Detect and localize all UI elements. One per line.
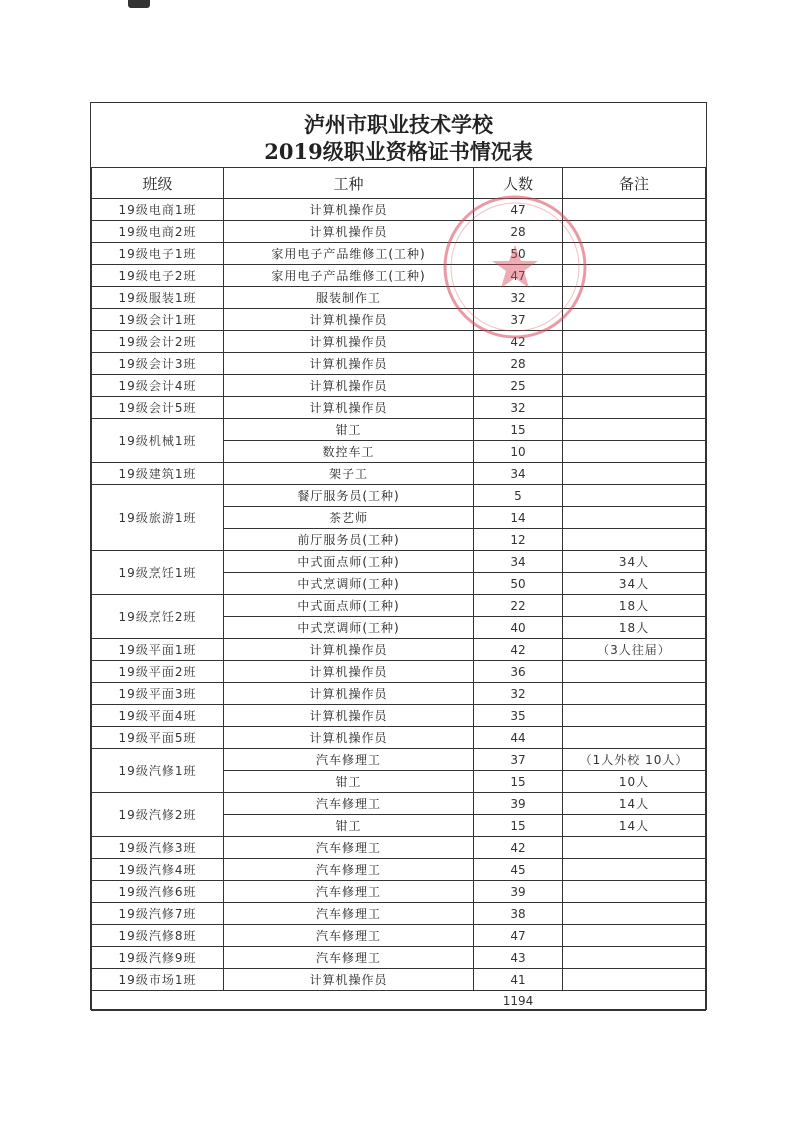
table-row	[92, 859, 706, 881]
note-cell	[563, 463, 706, 485]
table-row	[92, 551, 706, 573]
note-cell	[563, 375, 706, 397]
job-cell: 计算机操作员	[224, 375, 474, 397]
table-row	[92, 969, 706, 991]
job-cell: 服装制作工	[224, 287, 474, 309]
job-cell: 中式面点师(工种)	[224, 595, 474, 617]
class-cell: 19级烹饪1班	[92, 551, 224, 595]
job-cell: 计算机操作员	[224, 199, 474, 221]
table-row	[92, 749, 706, 771]
class-cell: 19级汽修3班	[92, 837, 224, 859]
count-cell: 44	[474, 727, 563, 749]
note-cell	[563, 507, 706, 529]
count-cell: 15	[474, 815, 563, 837]
job-cell: 餐厅服务员(工种)	[224, 485, 474, 507]
count-cell: 43	[474, 947, 563, 969]
table-body	[92, 199, 706, 1011]
job-cell: 计算机操作员	[224, 683, 474, 705]
count-cell: 39	[474, 881, 563, 903]
job-cell: 钳工	[224, 419, 474, 441]
table-row	[92, 727, 706, 749]
count-cell: 28	[474, 221, 563, 243]
count-cell: 34	[474, 463, 563, 485]
class-cell: 19级平面2班	[92, 661, 224, 683]
total-count: 1194	[474, 991, 563, 1011]
table-row	[92, 947, 706, 969]
count-cell: 45	[474, 859, 563, 881]
count-cell: 42	[474, 837, 563, 859]
note-cell	[563, 859, 706, 881]
count-cell: 42	[474, 331, 563, 353]
job-cell: 中式面点师(工种)	[224, 551, 474, 573]
column-header-class: 班级	[92, 168, 224, 199]
table-row	[92, 375, 706, 397]
class-cell: 19级会计1班	[92, 309, 224, 331]
table-row	[92, 639, 706, 661]
table-row	[92, 485, 706, 507]
job-cell: 计算机操作员	[224, 727, 474, 749]
class-cell: 19级电商1班	[92, 199, 224, 221]
class-cell: 19级机械1班	[92, 419, 224, 463]
job-cell: 计算机操作员	[224, 969, 474, 991]
job-cell: 数控车工	[224, 441, 474, 463]
count-cell: 47	[474, 925, 563, 947]
count-cell: 38	[474, 903, 563, 925]
class-cell: 19级烹饪2班	[92, 595, 224, 639]
class-cell: 19级会计3班	[92, 353, 224, 375]
total-spacer	[92, 991, 474, 1011]
class-cell: 19级服装1班	[92, 287, 224, 309]
title-school-name: 泸州市职业技术学校	[304, 112, 493, 137]
count-cell: 37	[474, 749, 563, 771]
note-cell	[563, 485, 706, 507]
table-row	[92, 463, 706, 485]
job-cell: 家用电子产品维修工(工种)	[224, 265, 474, 287]
job-cell: 计算机操作员	[224, 331, 474, 353]
job-cell: 计算机操作员	[224, 309, 474, 331]
note-cell	[563, 353, 706, 375]
count-cell: 50	[474, 573, 563, 595]
note-cell	[563, 419, 706, 441]
certificate-sheet	[90, 102, 707, 1010]
table-row	[92, 661, 706, 683]
count-cell: 32	[474, 683, 563, 705]
count-cell: 15	[474, 771, 563, 793]
note-cell: 18人	[563, 595, 706, 617]
table-row	[92, 287, 706, 309]
count-cell: 5	[474, 485, 563, 507]
class-cell: 19级平面5班	[92, 727, 224, 749]
job-cell: 钳工	[224, 771, 474, 793]
count-cell: 22	[474, 595, 563, 617]
column-header-job: 工种	[224, 168, 474, 199]
count-cell: 14	[474, 507, 563, 529]
note-cell	[563, 221, 706, 243]
class-cell: 19级平面1班	[92, 639, 224, 661]
note-cell	[563, 683, 706, 705]
job-cell: 计算机操作员	[224, 221, 474, 243]
class-cell: 19级电子2班	[92, 265, 224, 287]
table-row	[92, 243, 706, 265]
job-cell: 汽车修理工	[224, 749, 474, 771]
note-cell	[563, 947, 706, 969]
job-cell: 汽车修理工	[224, 837, 474, 859]
job-cell: 汽车修理工	[224, 925, 474, 947]
count-cell: 34	[474, 551, 563, 573]
count-cell: 15	[474, 419, 563, 441]
note-cell	[563, 969, 706, 991]
count-cell: 47	[474, 265, 563, 287]
count-cell: 32	[474, 287, 563, 309]
job-cell: 汽车修理工	[224, 903, 474, 925]
job-cell: 计算机操作员	[224, 705, 474, 727]
count-cell: 25	[474, 375, 563, 397]
job-cell: 计算机操作员	[224, 639, 474, 661]
table-row	[92, 199, 706, 221]
note-cell: 14人	[563, 815, 706, 837]
job-cell: 前厅服务员(工种)	[224, 529, 474, 551]
class-cell: 19级建筑1班	[92, 463, 224, 485]
class-cell: 19级汽修7班	[92, 903, 224, 925]
class-cell: 19级市场1班	[92, 969, 224, 991]
class-cell: 19级汽修1班	[92, 749, 224, 793]
class-cell: 19级电子1班	[92, 243, 224, 265]
job-cell: 计算机操作员	[224, 397, 474, 419]
class-cell: 19级汽修8班	[92, 925, 224, 947]
note-cell: 18人	[563, 617, 706, 639]
certificate-table	[91, 167, 706, 1011]
table-row	[92, 903, 706, 925]
table-row	[92, 331, 706, 353]
note-cell	[563, 441, 706, 463]
class-cell: 19级电商2班	[92, 221, 224, 243]
count-cell: 28	[474, 353, 563, 375]
job-cell: 汽车修理工	[224, 793, 474, 815]
note-cell	[563, 925, 706, 947]
count-cell: 42	[474, 639, 563, 661]
class-cell: 19级旅游1班	[92, 485, 224, 551]
class-cell: 19级平面4班	[92, 705, 224, 727]
table-row	[92, 221, 706, 243]
total-row	[92, 991, 706, 1011]
count-cell: 35	[474, 705, 563, 727]
count-cell: 41	[474, 969, 563, 991]
job-cell: 架子工	[224, 463, 474, 485]
note-cell	[563, 287, 706, 309]
table-row	[92, 419, 706, 441]
count-cell: 50	[474, 243, 563, 265]
job-cell: 计算机操作员	[224, 353, 474, 375]
table-row	[92, 683, 706, 705]
table-row	[92, 881, 706, 903]
class-cell: 19级平面3班	[92, 683, 224, 705]
note-cell: （3人往届）	[563, 639, 706, 661]
table-row	[92, 309, 706, 331]
class-cell: 19级会计4班	[92, 375, 224, 397]
table-row	[92, 705, 706, 727]
count-cell: 10	[474, 441, 563, 463]
note-cell: 10人	[563, 771, 706, 793]
job-cell: 汽车修理工	[224, 881, 474, 903]
title-table-name: 2019级职业资格证书情况表	[264, 139, 533, 164]
note-cell	[563, 903, 706, 925]
count-cell: 47	[474, 199, 563, 221]
document-title	[91, 103, 706, 167]
note-cell	[563, 331, 706, 353]
note-cell	[563, 243, 706, 265]
class-cell: 19级汽修2班	[92, 793, 224, 837]
note-cell	[563, 705, 706, 727]
column-header-note: 备注	[563, 168, 706, 199]
table-row	[92, 265, 706, 287]
count-cell: 32	[474, 397, 563, 419]
note-cell	[563, 881, 706, 903]
note-cell	[563, 265, 706, 287]
class-cell: 19级会计2班	[92, 331, 224, 353]
note-cell	[563, 837, 706, 859]
job-cell: 汽车修理工	[224, 947, 474, 969]
count-cell: 37	[474, 309, 563, 331]
class-cell: 19级汽修4班	[92, 859, 224, 881]
job-cell: 计算机操作员	[224, 661, 474, 683]
table-header-row	[92, 168, 706, 199]
job-cell: 中式烹调师(工种)	[224, 573, 474, 595]
job-cell: 汽车修理工	[224, 859, 474, 881]
count-cell: 12	[474, 529, 563, 551]
job-cell: 家用电子产品维修工(工种)	[224, 243, 474, 265]
note-cell	[563, 727, 706, 749]
count-cell: 36	[474, 661, 563, 683]
note-cell	[563, 309, 706, 331]
table-row	[92, 397, 706, 419]
table-row	[92, 353, 706, 375]
table-row	[92, 925, 706, 947]
job-cell: 中式烹调师(工种)	[224, 617, 474, 639]
class-cell: 19级会计5班	[92, 397, 224, 419]
table-row	[92, 595, 706, 617]
class-cell: 19级汽修9班	[92, 947, 224, 969]
note-cell	[563, 397, 706, 419]
note-cell: 14人	[563, 793, 706, 815]
table-row	[92, 837, 706, 859]
column-header-count: 人数	[474, 168, 563, 199]
count-cell: 39	[474, 793, 563, 815]
count-cell: 40	[474, 617, 563, 639]
note-cell	[563, 199, 706, 221]
note-cell: （1人外校 10人）	[563, 749, 706, 771]
table-row	[92, 793, 706, 815]
job-cell: 茶艺师	[224, 507, 474, 529]
scan-corner-mark	[128, 0, 150, 8]
job-cell: 钳工	[224, 815, 474, 837]
note-cell: 34人	[563, 573, 706, 595]
note-cell: 34人	[563, 551, 706, 573]
total-note	[563, 991, 706, 1011]
class-cell: 19级汽修6班	[92, 881, 224, 903]
note-cell	[563, 661, 706, 683]
note-cell	[563, 529, 706, 551]
